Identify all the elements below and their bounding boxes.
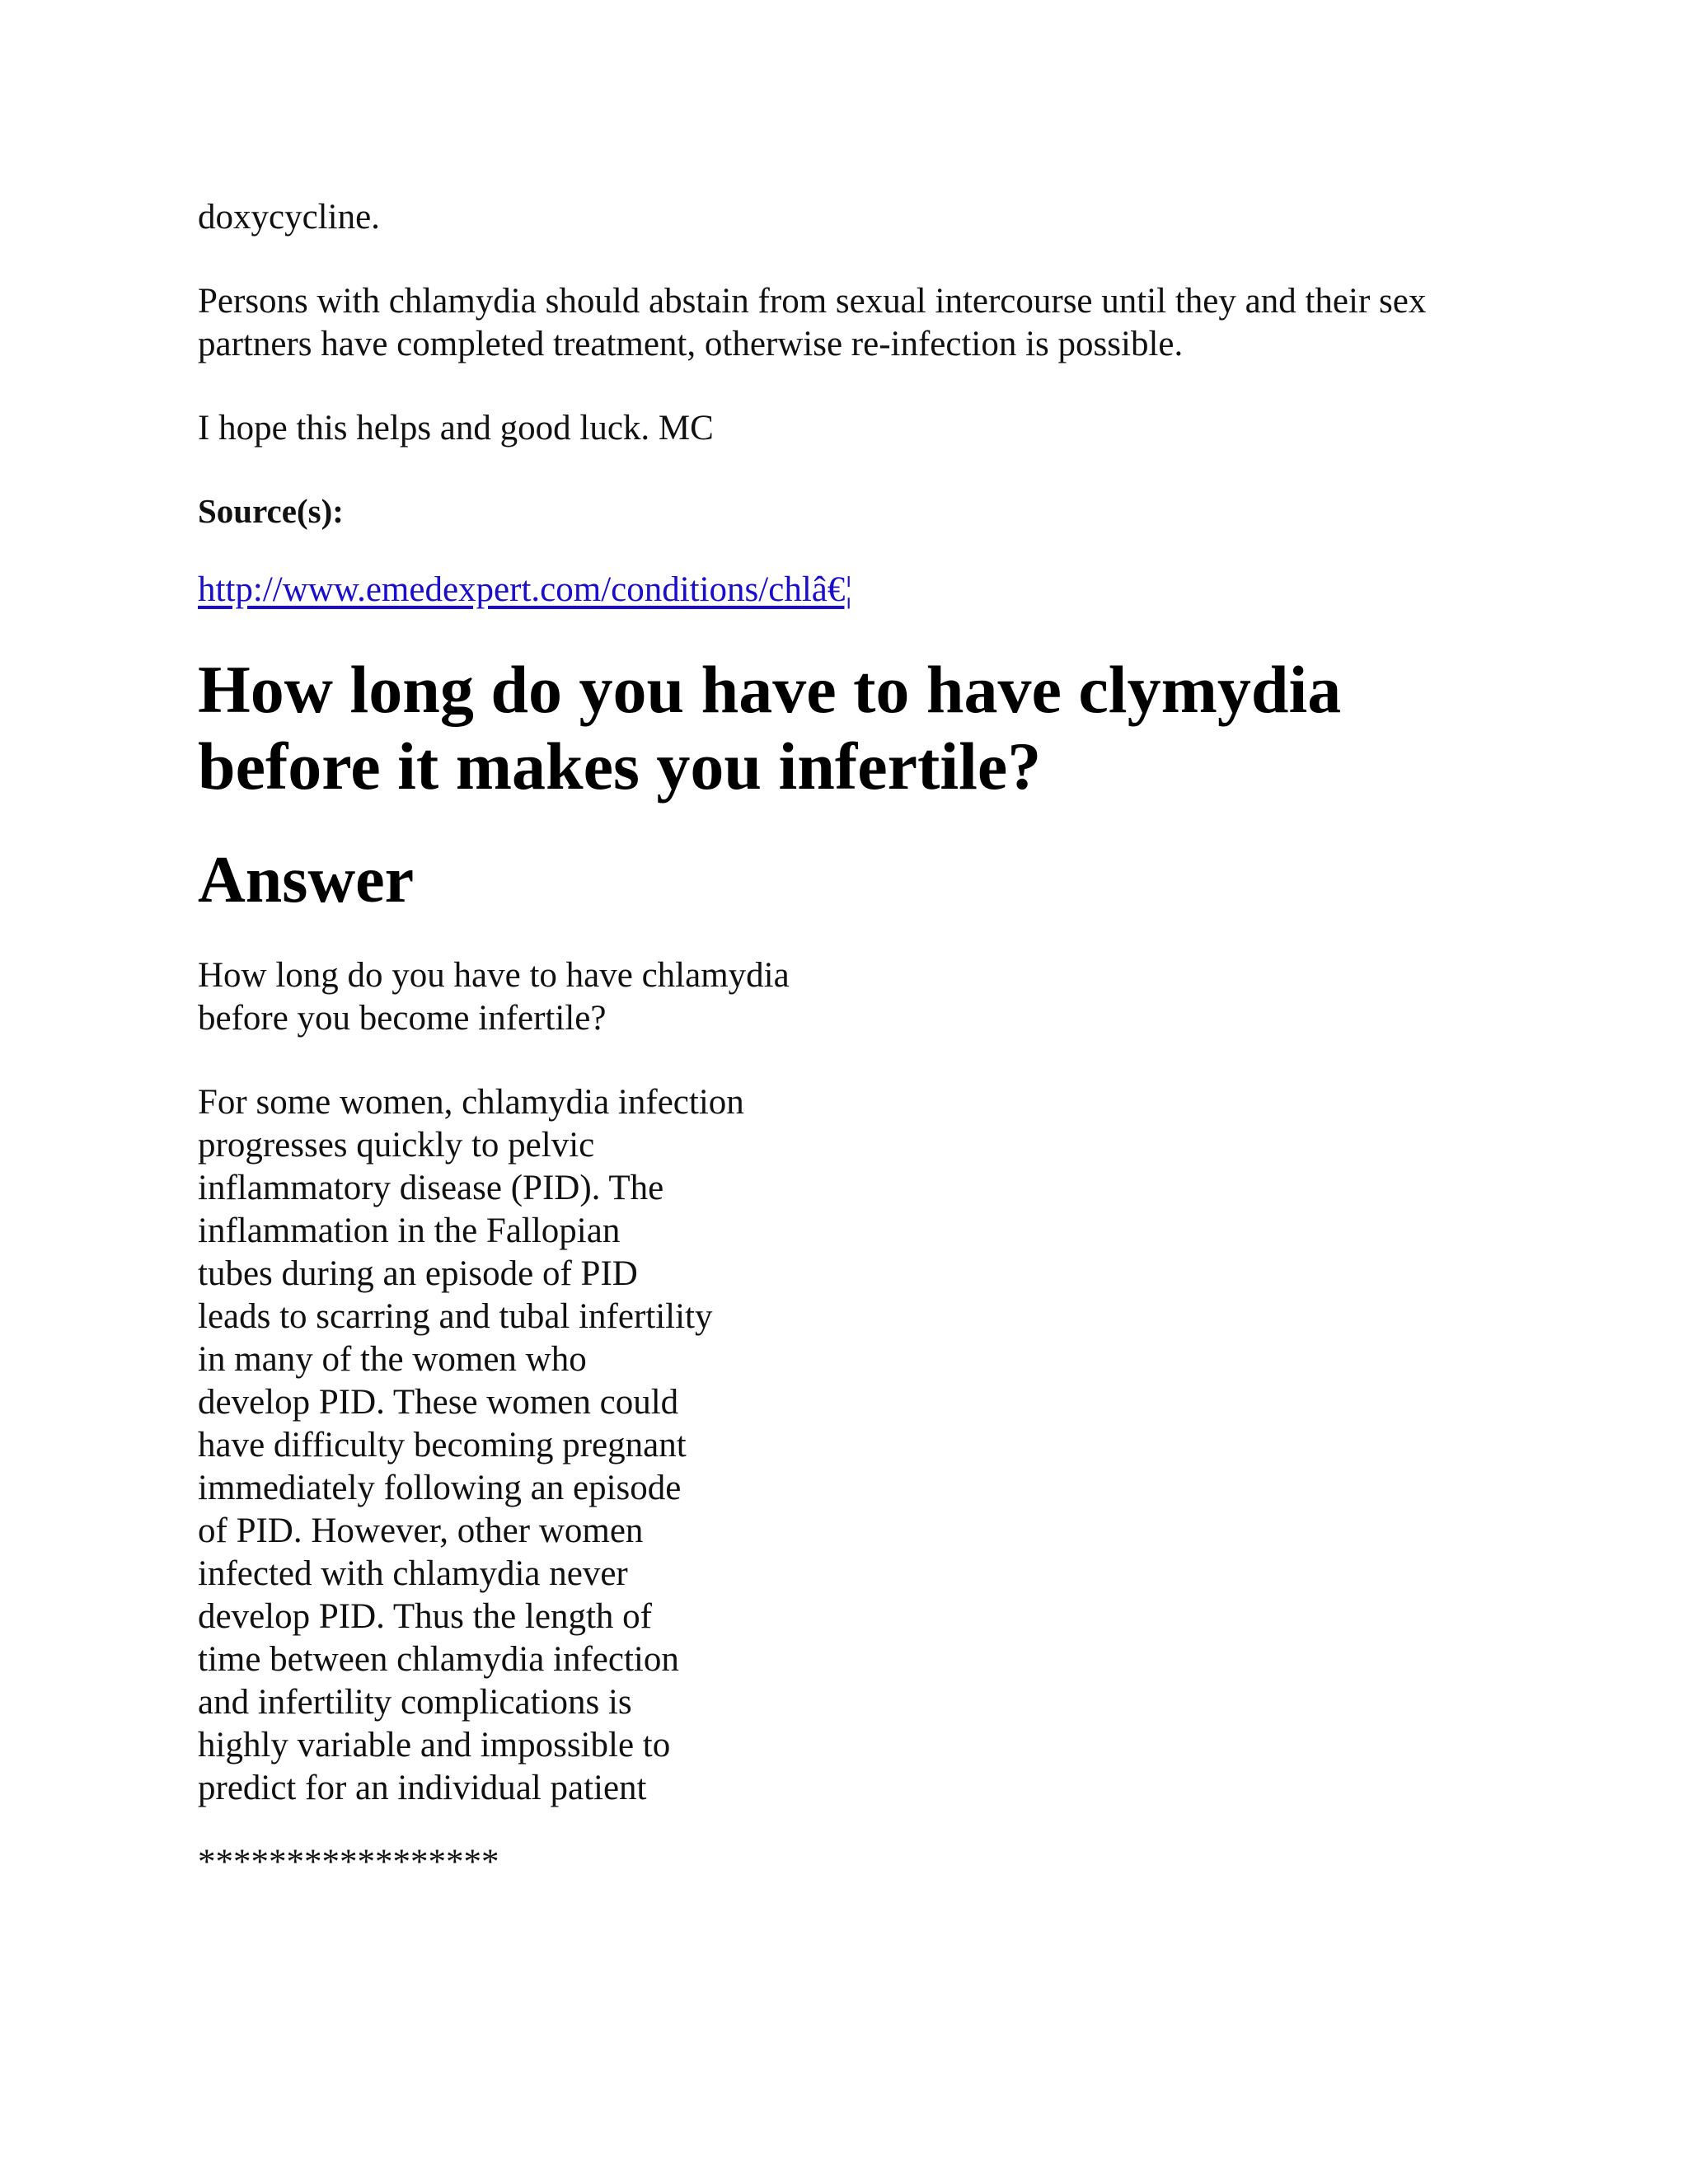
abstain-paragraph: Persons with chlamydia should abstain from sexual intercourse until they and their sex partners have completed treatment, otherwise re-infection is possible. (198, 282, 1427, 363)
answer-heading: Answer (198, 844, 415, 916)
separator-line: ***************** (198, 1843, 499, 1882)
question-heading: How long do you have to have clymydia before it makes you infertile? (198, 652, 1342, 804)
answer-question: How long do you have to have chlamydia before you become infertile? (198, 956, 790, 1038)
sources-label: Source(s): (198, 492, 344, 530)
answer-body: For some women, chlamydia infection progresses quickly to pelvic inflammatory disease (PID). The inflammation in the Fallopian tubes during an episode of PID leads to scarring and tubal infertility in many of the women who develop PID. These women could have difficulty becoming pregnant immediately following an episode of PID. However, other women infected with chlamydia never develop PID. Thus the length of time between chlamydia infection and infertility complications is highly variable and impossible to predict for an individual patient (198, 1083, 744, 1807)
closing-line: I hope this helps and good luck. MC (198, 409, 714, 448)
intro-fragment: doxycycline. (198, 198, 380, 237)
source-link[interactable]: http://www.emedexpert.com/conditions/chlâ€¦ (198, 570, 852, 609)
